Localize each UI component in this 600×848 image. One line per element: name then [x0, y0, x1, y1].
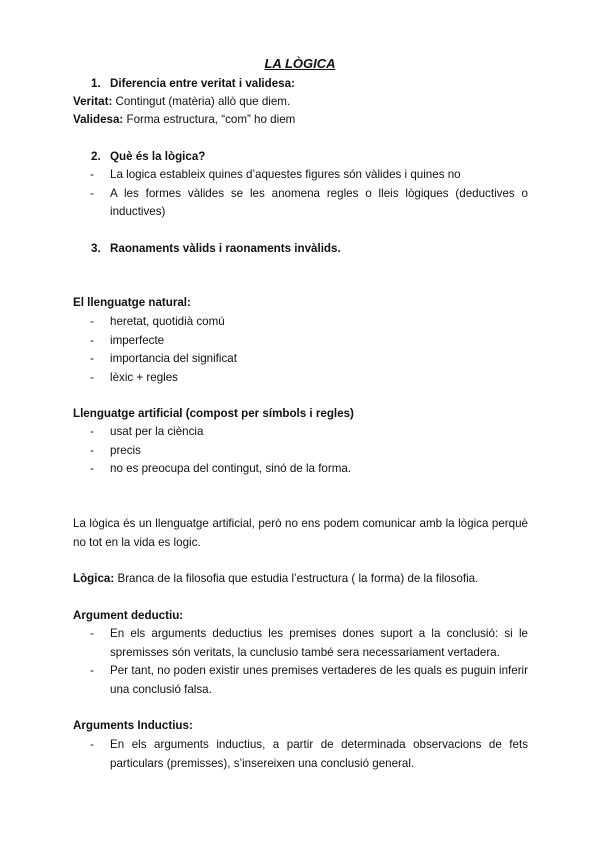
- list-item: - importancia del significat: [73, 350, 528, 369]
- section-3-heading: [91, 240, 341, 259]
- list-item: - La logica estableix quines d’aquestes figures són vàlides i quines no: [73, 166, 528, 185]
- veritat-text: Contingut (matèria) allò que diem.: [112, 95, 291, 108]
- intro-paragraph: La lògica és un llenguatge artificial, però no ens podem comunicar amb la lògica perquè no tot en la vida es logic.: [73, 517, 528, 549]
- validesa-text: Forma estructura, “com” ho diem: [123, 113, 296, 126]
- list-item: - lèxic + regles: [73, 369, 528, 388]
- section-1-heading-text: Diferencia entre veritat i validesa:: [110, 77, 295, 90]
- natural-list: [73, 313, 528, 387]
- list-item: - no es preocupa del contingut, sinó de la forma.: [73, 460, 528, 479]
- list-item: - usat per la ciència: [73, 423, 528, 442]
- section-3-number: 3.: [91, 242, 101, 255]
- list-item: - En els arguments inductius, a partir de determinada observacions de fets particulars (premisses), s’insereixen una conclusió general.: [73, 736, 528, 773]
- page-title: LA LÒGICA: [264, 56, 336, 71]
- veritat-line: [73, 93, 528, 112]
- section-1-number: 1.: [91, 77, 101, 90]
- artificial-heading: Llenguatge artificial (compost per símbols i regles): [73, 407, 354, 420]
- definition-text: Branca de la filosofia que estudia l’estructura ( la forma) de la filosofia.: [114, 572, 479, 585]
- section-1-heading: [91, 75, 295, 94]
- section-2-heading: [91, 148, 205, 167]
- section-3-heading-text: Raonaments vàlids i raonaments invàlids.: [110, 242, 341, 255]
- list-item: - heretat, quotidià comú: [73, 313, 528, 332]
- veritat-label: Veritat:: [73, 95, 113, 108]
- deductiu-list: [73, 625, 528, 699]
- section-2-heading-text: Què és la lògica?: [110, 150, 206, 163]
- section-2-list: [73, 166, 528, 222]
- validesa-line: [73, 111, 528, 130]
- inductiu-list: [73, 736, 528, 773]
- list-item: - Per tant, no poden existir unes premises vertaderes de les quals es puguin inferir una conclusió falsa.: [73, 662, 528, 699]
- definition-label: Lògica:: [73, 572, 115, 585]
- validesa-label: Validesa:: [73, 113, 124, 126]
- list-item: - precis: [73, 442, 528, 461]
- list-item: - A les formes vàlides se les anomena regles o lleis lògiques (deductives o inductives): [73, 185, 528, 222]
- natural-heading: El llenguatge natural:: [73, 296, 191, 309]
- logic-definition: [73, 570, 528, 589]
- list-item: - En els arguments deductius les premises dones suport a la conclusió: si le spremisses són veritats, la cunclusio també sera necessariament vertadera.: [73, 625, 528, 662]
- artificial-list: [73, 423, 528, 479]
- section-2-number: 2.: [91, 150, 101, 163]
- list-item: - imperfecte: [73, 332, 528, 351]
- deductiu-heading: Argument deductiu:: [73, 609, 184, 622]
- inductiu-heading: Arguments Inductius:: [73, 719, 193, 732]
